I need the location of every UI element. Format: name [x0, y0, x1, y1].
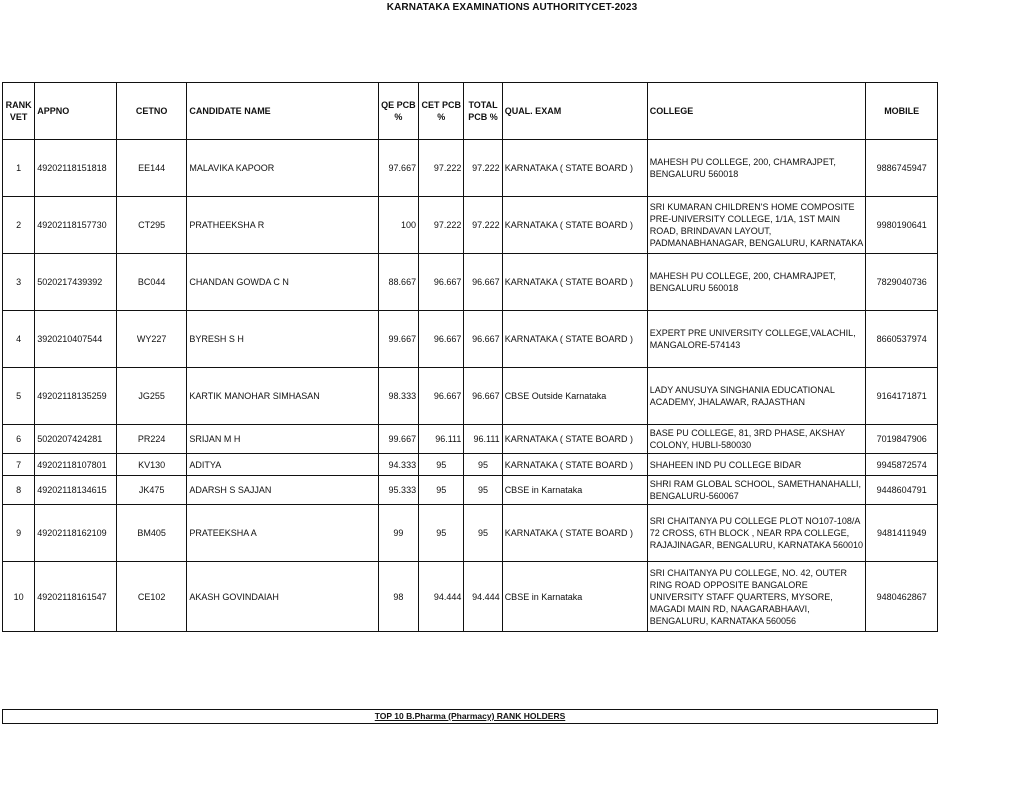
rank-cell: 8: [3, 476, 35, 505]
candidate-name-cell: MALAVIKA KAPOOR: [187, 140, 378, 197]
qe-pcb-cell: 98.333: [378, 368, 418, 425]
candidate-name-cell: PRATHEEKSHA R: [187, 197, 378, 254]
table-row: [3, 425, 938, 454]
candidate-name-cell: ADITYA: [187, 454, 378, 476]
college-cell: MAHESH PU COLLEGE, 200, CHAMRAJPET, BENGALURU 560018: [647, 254, 866, 311]
mobile-cell: 9886745947: [866, 140, 938, 197]
rank-cell: 9: [3, 505, 35, 562]
total-pcb-cell: 96.667: [464, 254, 502, 311]
cet-pcb-cell: 95: [419, 454, 464, 476]
table-row: [3, 140, 938, 197]
table-row: [3, 454, 938, 476]
table-row: [3, 505, 938, 562]
rank-cell: 4: [3, 311, 35, 368]
candidate-name-cell: PRATEEKSHA A: [187, 505, 378, 562]
mobile-cell: 7019847906: [866, 425, 938, 454]
document-title: KARNATAKA EXAMINATIONS AUTHORITYCET-2023: [386, 2, 638, 13]
table-row: [3, 562, 938, 632]
total-pcb-cell: 97.222: [464, 197, 502, 254]
header-mobile: MOBILE: [866, 83, 938, 140]
header-qual-exam: QUAL. EXAM: [502, 83, 647, 140]
appno-cell: 5020207424281: [35, 425, 117, 454]
college-cell: SRI CHAITANYA PU COLLEGE PLOT NO107-108/A 72 CROSS, 6TH BLOCK , NEAR RPA COLLEGE, RAJAJINAGAR, BENGALURU, KARNATAKA 560010: [647, 505, 866, 562]
candidate-name-cell: ADARSH S SAJJAN: [187, 476, 378, 505]
cetno-cell: PR224: [116, 425, 187, 454]
header-appno: APPNO: [35, 83, 117, 140]
cetno-cell: JK475: [116, 476, 187, 505]
qe-pcb-cell: 99.667: [378, 425, 418, 454]
rank-holders-table: [2, 82, 938, 632]
total-pcb-cell: 95: [464, 476, 502, 505]
section-title: TOP 10 B.Pharma (Pharmacy) RANK HOLDERS: [374, 711, 566, 721]
rank-cell: 5: [3, 368, 35, 425]
appno-cell: 5020217439392: [35, 254, 117, 311]
table-row: [3, 476, 938, 505]
header-total-pcb: TOTAL PCB %: [464, 83, 502, 140]
mobile-cell: 9945872574: [866, 454, 938, 476]
qual-exam-cell: KARNATAKA ( STATE BOARD ): [502, 197, 647, 254]
cet-pcb-cell: 96.667: [419, 368, 464, 425]
mobile-cell: 7829040736: [866, 254, 938, 311]
table-row: [3, 254, 938, 311]
appno-cell: 49202118135259: [35, 368, 117, 425]
college-cell: MAHESH PU COLLEGE, 200, CHAMRAJPET, BENGALURU 560018: [647, 140, 866, 197]
total-pcb-cell: 94.444: [464, 562, 502, 632]
candidate-name-cell: AKASH GOVINDAIAH: [187, 562, 378, 632]
cetno-cell: JG255: [116, 368, 187, 425]
candidate-name-cell: KARTIK MANOHAR SIMHASAN: [187, 368, 378, 425]
qe-pcb-cell: 95.333: [378, 476, 418, 505]
college-cell: SHAHEEN IND PU COLLEGE BIDAR: [647, 454, 866, 476]
appno-cell: 49202118151818: [35, 140, 117, 197]
qual-exam-cell: KARNATAKA ( STATE BOARD ): [502, 454, 647, 476]
cet-pcb-cell: 95: [419, 476, 464, 505]
qual-exam-cell: KARNATAKA ( STATE BOARD ): [502, 254, 647, 311]
qual-exam-cell: CBSE in Karnataka: [502, 562, 647, 632]
college-cell: LADY ANUSUYA SINGHANIA EDUCATIONAL ACADEMY, JHALAWAR, RAJASTHAN: [647, 368, 866, 425]
table-row: [3, 197, 938, 254]
qe-pcb-cell: 88.667: [378, 254, 418, 311]
table-row: [3, 368, 938, 425]
appno-cell: 49202118134615: [35, 476, 117, 505]
mobile-cell: 9448604791: [866, 476, 938, 505]
total-pcb-cell: 97.222: [464, 140, 502, 197]
qe-pcb-cell: 99.667: [378, 311, 418, 368]
college-cell: SRI KUMARAN CHILDREN'S HOME COMPOSITE PRE-UNIVERSITY COLLEGE, 1/1A, 1ST MAIN ROAD, BRINDAVAN LAYOUT, PADMANABHANAGAR, BENGALURU, KARNATAKA: [647, 197, 866, 254]
qual-exam-cell: KARNATAKA ( STATE BOARD ): [502, 425, 647, 454]
cetno-cell: BM405: [116, 505, 187, 562]
cet-pcb-cell: 95: [419, 505, 464, 562]
college-cell: SRI CHAITANYA PU COLLEGE, NO. 42, OUTER RING ROAD OPPOSITE BANGALORE UNIVERSITY STAFF QUARTERS, MYSORE, MAGADI MAIN RD, NAAGARABHAAVI, BENGALURU, KARNATAKA 560056: [647, 562, 866, 632]
rank-cell: 2: [3, 197, 35, 254]
header-college: COLLEGE: [647, 83, 866, 140]
cetno-cell: WY227: [116, 311, 187, 368]
mobile-cell: 9481411949: [866, 505, 938, 562]
header-qe-pcb: QE PCB %: [378, 83, 418, 140]
qe-pcb-cell: 100: [378, 197, 418, 254]
candidate-name-cell: BYRESH S H: [187, 311, 378, 368]
qual-exam-cell: KARNATAKA ( STATE BOARD ): [502, 311, 647, 368]
cetno-cell: KV130: [116, 454, 187, 476]
qual-exam-cell: CBSE Outside Karnataka: [502, 368, 647, 425]
mobile-cell: 8660537974: [866, 311, 938, 368]
cet-pcb-cell: 96.667: [419, 311, 464, 368]
cet-pcb-cell: 97.222: [419, 140, 464, 197]
header-cetno: CETNO: [116, 83, 187, 140]
rank-cell: 7: [3, 454, 35, 476]
qe-pcb-cell: 99: [378, 505, 418, 562]
qual-exam-cell: KARNATAKA ( STATE BOARD ): [502, 140, 647, 197]
mobile-cell: 9980190641: [866, 197, 938, 254]
total-pcb-cell: 96.667: [464, 368, 502, 425]
cet-pcb-cell: 96.111: [419, 425, 464, 454]
cet-pcb-cell: 97.222: [419, 197, 464, 254]
cet-pcb-cell: 94.444: [419, 562, 464, 632]
candidate-name-cell: CHANDAN GOWDA C N: [187, 254, 378, 311]
cetno-cell: CE102: [116, 562, 187, 632]
cet-pcb-cell: 96.667: [419, 254, 464, 311]
total-pcb-cell: 96.111: [464, 425, 502, 454]
total-pcb-cell: 95: [464, 454, 502, 476]
rank-cell: 6: [3, 425, 35, 454]
appno-cell: 49202118107801: [35, 454, 117, 476]
qual-exam-cell: CBSE in Karnataka: [502, 476, 647, 505]
cetno-cell: CT295: [116, 197, 187, 254]
total-pcb-cell: 96.667: [464, 311, 502, 368]
qe-pcb-cell: 97.667: [378, 140, 418, 197]
college-cell: BASE PU COLLEGE, 81, 3RD PHASE, AKSHAY COLONY, HUBLI-580030: [647, 425, 866, 454]
appno-cell: 49202118162109: [35, 505, 117, 562]
header-candidate-name: CANDIDATE NAME: [187, 83, 378, 140]
candidate-name-cell: SRIJAN M H: [187, 425, 378, 454]
appno-cell: 49202118161547: [35, 562, 117, 632]
table-row: [3, 311, 938, 368]
qe-pcb-cell: 94.333: [378, 454, 418, 476]
qe-pcb-cell: 98: [378, 562, 418, 632]
table-header-row: [3, 83, 938, 140]
rank-cell: 3: [3, 254, 35, 311]
appno-cell: 49202118157730: [35, 197, 117, 254]
cetno-cell: EE144: [116, 140, 187, 197]
mobile-cell: 9164171871: [866, 368, 938, 425]
qual-exam-cell: KARNATAKA ( STATE BOARD ): [502, 505, 647, 562]
cetno-cell: BC044: [116, 254, 187, 311]
mobile-cell: 9480462867: [866, 562, 938, 632]
total-pcb-cell: 95: [464, 505, 502, 562]
section-title-box: [2, 709, 938, 724]
rank-cell: 1: [3, 140, 35, 197]
rank-cell: 10: [3, 562, 35, 632]
header-cet-pcb: CET PCB %: [419, 83, 464, 140]
appno-cell: 3920210407544: [35, 311, 117, 368]
college-cell: SHRI RAM GLOBAL SCHOOL, SAMETHANAHALLI, BENGALURU-560067: [647, 476, 866, 505]
college-cell: EXPERT PRE UNIVERSITY COLLEGE,VALACHIL, MANGALORE-574143: [647, 311, 866, 368]
header-rank: RANK VET: [3, 83, 35, 140]
